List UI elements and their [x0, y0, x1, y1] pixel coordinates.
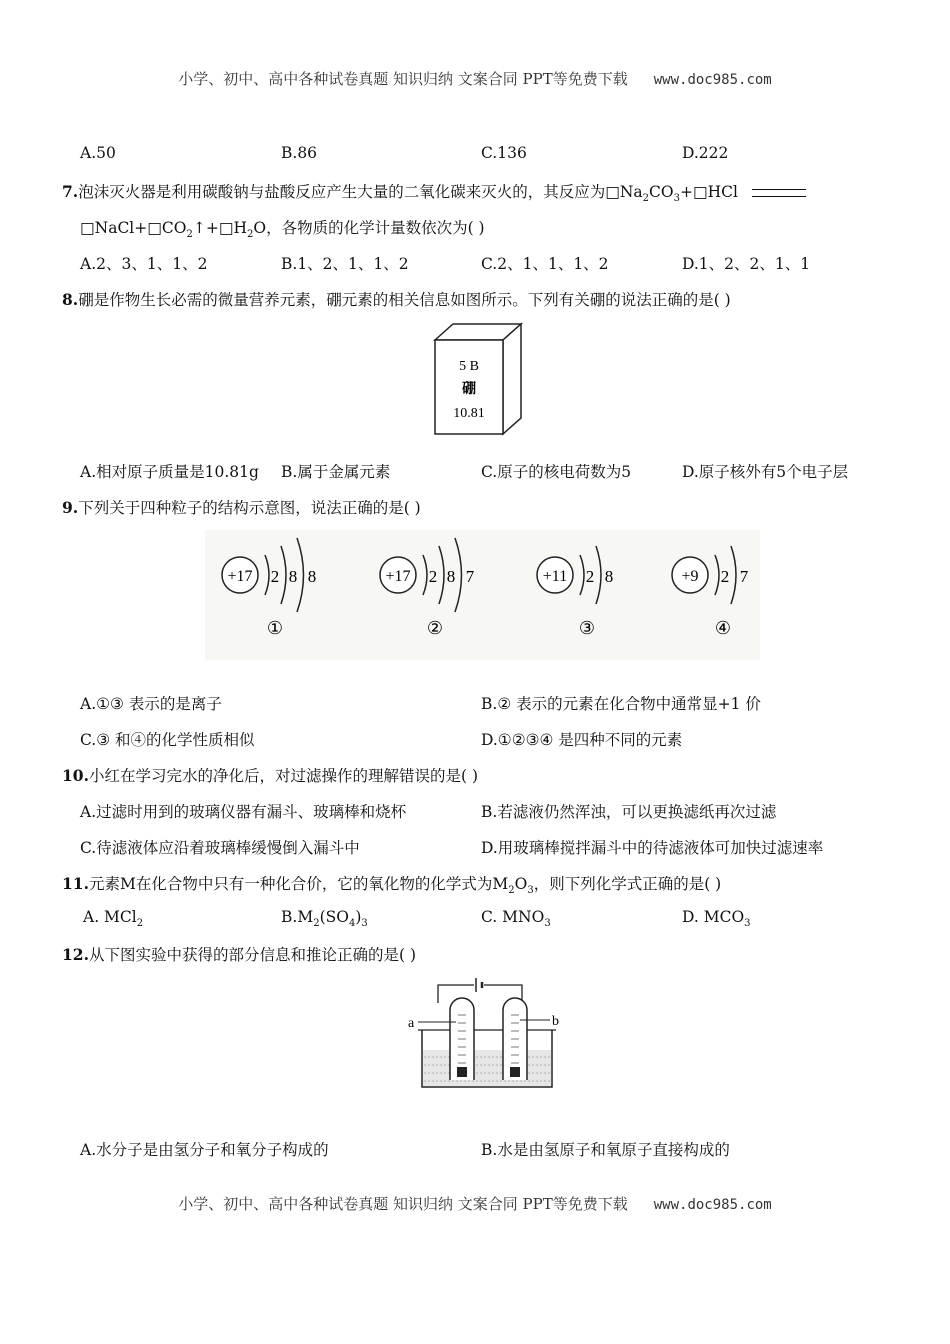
q6-option-d: D.222 — [682, 144, 729, 162]
q12-number: 12. — [62, 945, 89, 964]
q8-text: 硼是作物生长必需的微量营养元素，硼元素的相关信息如图所示。下列有关硼的说法正确的是( ) — [78, 291, 731, 309]
q10-number: 10. — [62, 766, 89, 785]
header-url[interactable]: www.doc985.com — [653, 72, 772, 88]
q7-number: 7. — [62, 182, 79, 201]
particle-1-label: ① — [266, 618, 284, 638]
footer-url[interactable]: www.doc985.com — [653, 1197, 772, 1213]
q7-equation-left: $□Na_2CO_3+□HCl$ — [605, 183, 738, 205]
q10-stem — [62, 764, 478, 786]
q12-stem — [62, 943, 416, 965]
q7-text: 泡沫灭火器是利用碳酸钠与盐酸反应产生大量的二氧化碳来灭火的，其反应为 — [78, 183, 606, 201]
q9-option-d: D.①②③④ 是四种不同的元素 — [481, 731, 683, 749]
q8-number: 8. — [62, 290, 79, 309]
q8-option-c: C.原子的核电荷数为5 — [481, 463, 632, 481]
particle-2-shell-3: 7 — [465, 567, 475, 586]
q8-stem — [62, 288, 731, 310]
particle-4-shell-2: 7 — [739, 567, 749, 586]
q9-option-b: B.② 表示的元素在化合物中通常显+1 价 — [481, 695, 761, 713]
q7-option-d: D.1、2、2、1、1 — [682, 255, 811, 273]
equation-arrow — [752, 189, 806, 197]
q12-text: 从下图实验中获得的部分信息和推论正确的是( ) — [88, 946, 416, 964]
q10-option-c: C.待滤液体应沿着玻璃棒缓慢倒入漏斗中 — [80, 839, 360, 857]
q7-text-tail: ，各物质的化学计量数依次为( ) — [266, 219, 485, 237]
particle-1-nucleus: +17 — [227, 568, 253, 585]
electrolysis-figure — [400, 975, 560, 1095]
element-number-symbol: 5 B — [459, 359, 479, 374]
q9-number: 9. — [62, 498, 79, 517]
q7-option-b: B.1、2、1、1、2 — [281, 255, 409, 273]
q11-option-d: D. $MCO_3$ — [682, 908, 751, 930]
q9-stem — [62, 496, 421, 518]
particle-structure-figure — [205, 530, 760, 660]
particle-2-nucleus: +17 — [385, 568, 411, 585]
q9-option-a: A.①③ 表示的是离子 — [80, 695, 222, 713]
q6-option-a: A.50 — [80, 144, 116, 162]
q11-stem: 11.元素M在化合物中只有一种化合价，它的氧化物的化学式为$M_2O_3$，则下列化学式正确的是( ) — [62, 874, 722, 897]
q10-option-d: D.用玻璃棒搅拌漏斗中的待滤液体可加快过滤速率 — [481, 839, 824, 857]
particle-3-shell-1: 2 — [585, 567, 595, 586]
element-name: 硼 — [462, 382, 476, 397]
header-text: 小学、初中、高中各种试卷真题 知识归纳 文案合同 PPT等免费下载 — [178, 70, 628, 88]
q11-text-a: 元素M在化合物中只有一种化合价，它的氧化物的化学式为M — [88, 875, 509, 893]
q11-option-c: C. $MNO_3$ — [481, 908, 551, 930]
q9-option-c: C.③ 和④的化学性质相似 — [80, 731, 255, 749]
q7-option-a: A.2、3、1、1、2 — [80, 255, 208, 273]
q11-option-a: A. MCl$_2$ — [83, 908, 144, 930]
particle-1-shell-2: 8 — [288, 567, 298, 586]
particle-4-shell-1: 2 — [720, 567, 730, 586]
q11-number: 11. — [62, 874, 89, 893]
q8-option-d: D.原子核外有5个电子层 — [682, 463, 849, 481]
element-mass: 10.81 — [453, 406, 485, 421]
particle-4-nucleus: +9 — [681, 568, 699, 585]
boron-element-figure — [425, 318, 530, 438]
q10-option-b: B.若滤液仍然浑浊，可以更换滤纸再次过滤 — [481, 803, 777, 821]
q10-text: 小红在学习完水的净化后，对过滤操作的理解错误的是( ) — [88, 767, 478, 785]
label-a: a — [408, 1016, 415, 1031]
particle-3-label: ③ — [578, 618, 596, 638]
q7-stem — [62, 180, 806, 204]
particle-1-shell-1: 2 — [270, 567, 280, 586]
particle-3-shell-2: 8 — [604, 567, 614, 586]
q7-option-c: C.2、1、1、1、2 — [481, 255, 609, 273]
footer-text: 小学、初中、高中各种试卷真题 知识归纳 文案合同 PPT等免费下载 — [178, 1195, 628, 1213]
particle-1-shell-3: 8 — [307, 567, 317, 586]
q8-option-a: A.相对原子质量是10.81g — [80, 463, 259, 481]
q8-option-b: B.属于金属元素 — [281, 463, 391, 481]
q7-stem-line2 — [80, 216, 485, 240]
page-header — [0, 68, 950, 89]
particle-4-label: ④ — [714, 618, 732, 638]
q6-option-c: C.136 — [481, 144, 527, 162]
q12-option-a: A.水分子是由氢分子和氧分子构成的 — [80, 1141, 329, 1159]
q12-option-b: B.水是由氢原子和氧原子直接构成的 — [481, 1141, 730, 1159]
label-b: b — [552, 1014, 559, 1029]
q7-equation-right: $□NaCl+□CO_2↑+□H_2O$ — [80, 219, 267, 241]
particle-2-label: ② — [426, 618, 444, 638]
particle-2-shell-1: 2 — [428, 567, 438, 586]
q6-option-b: B.86 — [281, 144, 318, 162]
q9-text: 下列关于四种粒子的结构示意图，说法正确的是( ) — [78, 499, 421, 517]
page-footer — [0, 1193, 950, 1214]
q11-text-b: ，则下列化学式正确的是( ) — [533, 875, 722, 893]
q11-option-b: $B.M_2(SO_4)_3$ — [281, 908, 368, 930]
particle-3-nucleus: +11 — [542, 568, 568, 585]
q10-option-a: A.过滤时用到的玻璃仪器有漏斗、玻璃棒和烧杯 — [80, 803, 407, 821]
particle-2-shell-2: 8 — [446, 567, 456, 586]
